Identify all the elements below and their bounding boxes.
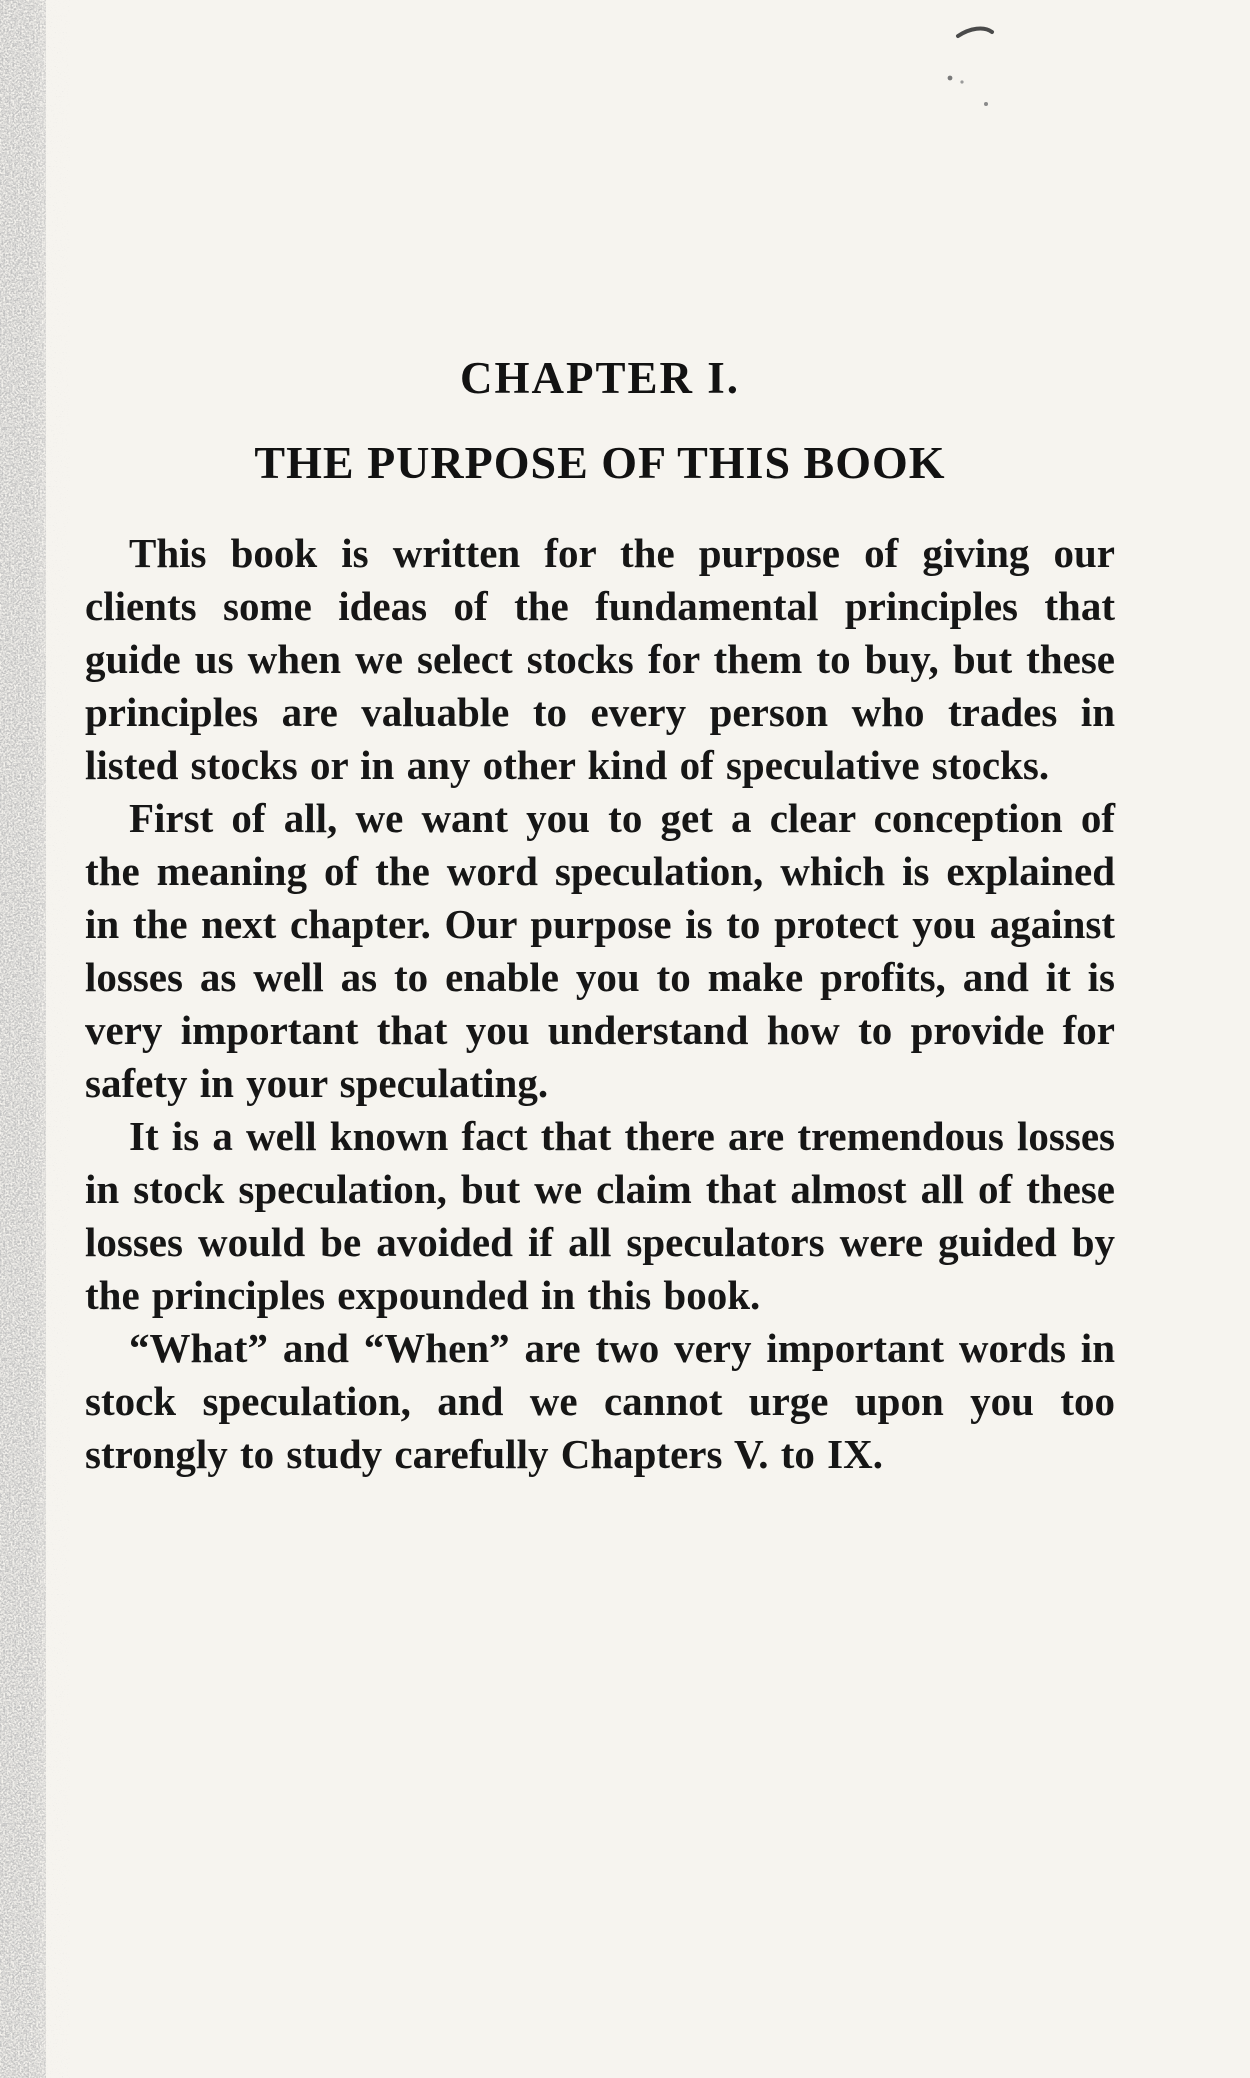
- paragraph: This book is written for the purpose of giving our clients some ideas of the fundamental principles that guide us when we select stocks for them to buy, but these principles are valuable to every person who trades in listed stocks or in any other kind of speculative stocks.: [85, 530, 1115, 788]
- paragraph: First of all, we want you to get a clear conception of the meaning of the word speculation, which is explained in the next chapter. Our purpose is to protect you against losses as well as to enable you to make profits, and it is very important that you understand how to provide for safety in your speculating.: [85, 795, 1115, 1106]
- chapter-heading: CHAPTER I.: [459, 353, 741, 403]
- scan-artifact-mark: [940, 20, 1030, 110]
- scan-noise-band: [0, 0, 70, 2078]
- chapter-title: THE PURPOSE OF THIS BOOK: [254, 437, 946, 488]
- page-content: [85, 352, 1115, 1481]
- paragraph: “What” and “When” are two very important words in stock speculation, and we cannot urge upon you too strongly to study carefully Chapters V. to IX.: [85, 1325, 1115, 1477]
- paragraph: It is a well known fact that there are tremendous losses in stock speculation, but we claim that almost all of these losses would be avoided if all speculators were guided by the principles expounded in this book.: [85, 1113, 1115, 1318]
